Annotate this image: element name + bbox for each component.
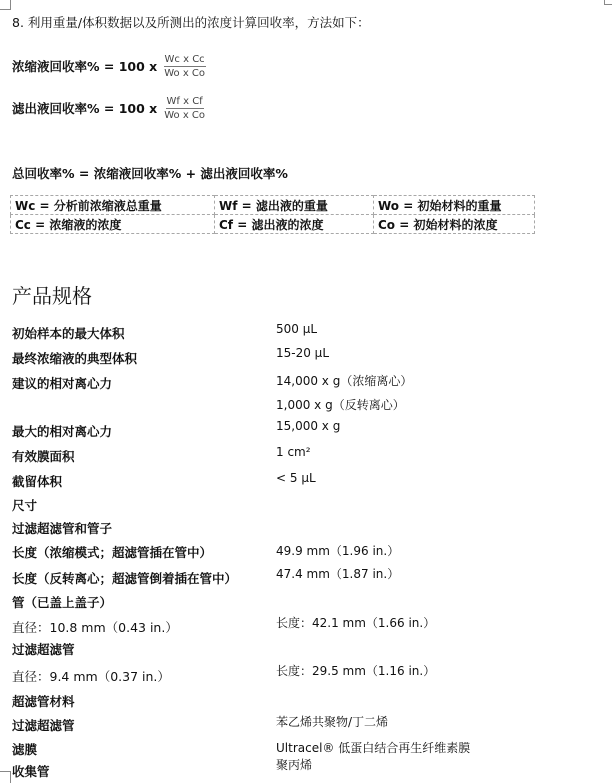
formula-numerator: Wc x Cc bbox=[164, 53, 205, 65]
spec-value: Ultracel® 低蛋白结合再生纤维素膜 bbox=[276, 741, 471, 755]
spec-label: 最大的相对离心力 bbox=[12, 424, 113, 439]
spec-label: 尺寸 bbox=[12, 498, 38, 513]
spec-value: 1,000 x g（反转离心） bbox=[276, 398, 405, 412]
spec-label: 过滤超滤管和管子 bbox=[12, 521, 113, 536]
spec-label: 长度（浓缩模式；超滤管插在管中） bbox=[12, 545, 213, 560]
formula-fraction bbox=[163, 53, 206, 80]
formula-filtrate-recovery bbox=[12, 88, 206, 128]
spec-label: 建议的相对离心力 bbox=[12, 376, 113, 391]
spec-label: 长度（反转离心；超滤管倒着插在管中） bbox=[12, 571, 238, 586]
definition-cc: Cc = 浓缩液的浓度 bbox=[11, 215, 215, 234]
spec-value: 长度：29.5 mm（1.16 in.） bbox=[276, 664, 436, 678]
crop-mark-bottom-left bbox=[0, 771, 11, 783]
formula-label: 滤出液回收率% = 100 x bbox=[12, 101, 158, 116]
crop-mark-top-left bbox=[0, 0, 11, 10]
spec-value: < 5 µL bbox=[276, 471, 316, 485]
spec-value: 15,000 x g bbox=[276, 419, 341, 433]
spec-label: 截留体积 bbox=[12, 474, 63, 489]
spec-label: 有效膜面积 bbox=[12, 449, 75, 464]
definition-wo: Wo = 初始材料的重量 bbox=[374, 196, 535, 215]
section-title-specifications: 产品规格 bbox=[12, 284, 92, 308]
table-row bbox=[11, 196, 535, 215]
definition-wf: Wf = 滤出液的重量 bbox=[215, 196, 374, 215]
spec-value: 500 µL bbox=[276, 322, 318, 336]
spec-label: 过滤超滤管 bbox=[12, 642, 75, 657]
spec-label: 直径：9.4 mm（0.37 in.） bbox=[12, 669, 170, 684]
spec-value: 49.9 mm（1.96 in.） bbox=[276, 544, 400, 558]
spec-value: 14,000 x g（浓缩离心） bbox=[276, 374, 413, 388]
spec-label: 滤膜 bbox=[12, 742, 38, 757]
formula-concentrate-recovery bbox=[12, 46, 206, 86]
spec-value: 聚丙烯 bbox=[276, 758, 313, 772]
formula-label: 浓缩液回收率% = 100 x bbox=[12, 59, 158, 74]
definition-co: Co = 初始材料的浓度 bbox=[374, 215, 535, 234]
spec-label: 超滤管材料 bbox=[12, 694, 75, 709]
definition-cf: Cf = 滤出液的浓度 bbox=[215, 215, 374, 234]
spec-value: 15-20 µL bbox=[276, 346, 330, 360]
formula-fraction bbox=[163, 95, 206, 122]
formula-denominator: Wo x Co bbox=[164, 109, 206, 121]
formula-denominator: Wo x Co bbox=[164, 67, 206, 79]
total-recovery-formula: 总回收率% = 浓缩液回收率% + 滤出液回收率% bbox=[12, 166, 288, 181]
formula-numerator: Wf x Cf bbox=[166, 95, 203, 107]
spec-label: 收集管 bbox=[12, 764, 50, 779]
definitions-table bbox=[10, 195, 535, 234]
step-8-text: 8. 利用重量/体积数据以及所测出的浓度计算回收率，方法如下： bbox=[12, 15, 370, 30]
definition-wc: Wc = 分析前浓缩液总重量 bbox=[11, 196, 215, 215]
spec-value: 47.4 mm（1.87 in.） bbox=[276, 567, 400, 581]
table-row bbox=[11, 215, 535, 234]
spec-label: 过滤超滤管 bbox=[12, 718, 75, 733]
spec-label: 最终浓缩液的典型体积 bbox=[12, 351, 138, 366]
spec-label: 直径：10.8 mm（0.43 in.） bbox=[12, 620, 178, 635]
spec-value: 长度：42.1 mm（1.66 in.） bbox=[276, 616, 436, 630]
crop-mark-top-right bbox=[604, 0, 612, 5]
spec-label: 管（已盖上盖子） bbox=[12, 595, 113, 610]
spec-value: 苯乙烯共聚物/丁二烯 bbox=[276, 715, 389, 729]
spec-label: 初始样本的最大体积 bbox=[12, 326, 125, 341]
spec-value: 1 cm² bbox=[276, 445, 311, 459]
